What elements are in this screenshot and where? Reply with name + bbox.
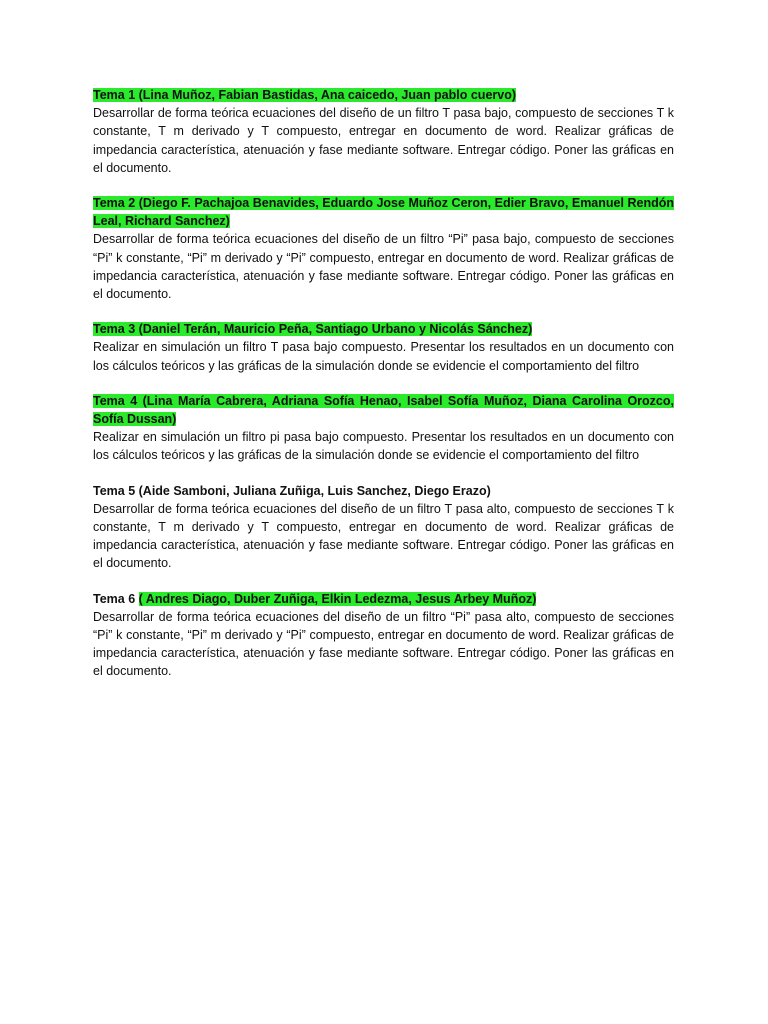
tema-1: [93, 86, 674, 177]
tema-label: Tema 6: [93, 591, 139, 606]
tema-heading: [93, 194, 674, 230]
document-page: [93, 86, 674, 698]
tema-highlighted-title: Tema 2 (Diego F. Pachajoa Benavides, Eduardo Jose Muñoz Ceron, Edier Bravo, Emanuel Rendón Leal, Richard Sanchez): [93, 196, 674, 229]
tema-description: Desarrollar de forma teórica ecuaciones del diseño de un filtro T pasa bajo, compuesto de secciones T k constante, T m derivado y T compuesto, entregar en documento de word. Realizar gráficas de impedancia característica, atenuación y fase mediante software. Entregar código. Poner las gráficas en el documento.: [93, 106, 674, 175]
tema-heading: [93, 392, 674, 428]
tema-heading: [93, 482, 674, 500]
tema-description: Desarrollar de forma teórica ecuaciones del diseño de un filtro “Pi” pasa bajo, compuesto de secciones “Pi” k constante, “Pi” m derivado y “Pi” compuesto, entregar en documento de word. Realizar gráficas de impedancia característica, atenuación y fase mediante software. Entregar código. Poner las gráficas en el documento.: [93, 232, 674, 302]
tema-4: [93, 392, 674, 465]
tema-2: [93, 194, 674, 303]
tema-description: Desarrollar de forma teórica ecuaciones del diseño de un filtro T pasa alto, compuesto de secciones T k constante, T m derivado y T compuesto, entregar en documento de word. Realizar gráficas de impedancia característica, atenuación y fase mediante software. Entregar código. Poner las gráficas en el documento.: [93, 501, 674, 571]
tema-highlighted-title: Tema 4 (Lina María Cabrera, Adriana Sofía Henao, Isabel Sofía Muñoz, Diana Carolina Orozco, Sofía Dussan): [93, 393, 674, 427]
tema-heading: [93, 320, 674, 338]
tema-5: [93, 482, 674, 573]
tema-heading: [93, 590, 674, 608]
tema-highlighted-title: ( Andres Diago, Duber Zuñiga, Elkin Ledezma, Jesus Arbey Muñoz): [138, 591, 537, 606]
tema-label: Tema 5 (Aide Samboni, Juliana Zuñiga, Luis Sanchez, Diego Erazo): [93, 483, 491, 498]
tema-description: Desarrollar de forma teórica ecuaciones del diseño de un filtro “Pi” pasa alto, compuesto de secciones “Pi” k constante, “Pi” m derivado y “Pi” compuesto, entregar en documento de word. Realizar gráficas de impedancia característica, atenuación y fase mediante software. Entregar código. Poner las gráficas en el documento.: [93, 609, 674, 679]
tema-description: Realizar en simulación un filtro T pasa bajo compuesto. Presentar los resultados en un documento con los cálculos teóricos y las gráficas de la simulación donde se evidencie el comportamiento del filtro: [93, 340, 674, 373]
tema-6: [93, 590, 674, 681]
tema-highlighted-title: Tema 1 (Lina Muñoz, Fabian Bastidas, Ana caicedo, Juan pablo cuervo): [93, 88, 517, 102]
tema-highlighted-title: Tema 3 (Daniel Terán, Mauricio Peña, Santiago Urbano y Nicolás Sánchez): [93, 322, 533, 337]
tema-heading: [93, 86, 674, 104]
tema-3: [93, 320, 674, 375]
tema-description: Realizar en simulación un filtro pi pasa bajo compuesto. Presentar los resultados en un documento con los cálculos teóricos y las gráficas de la simulación donde se evidencie el comportamiento del filtro: [93, 430, 674, 463]
